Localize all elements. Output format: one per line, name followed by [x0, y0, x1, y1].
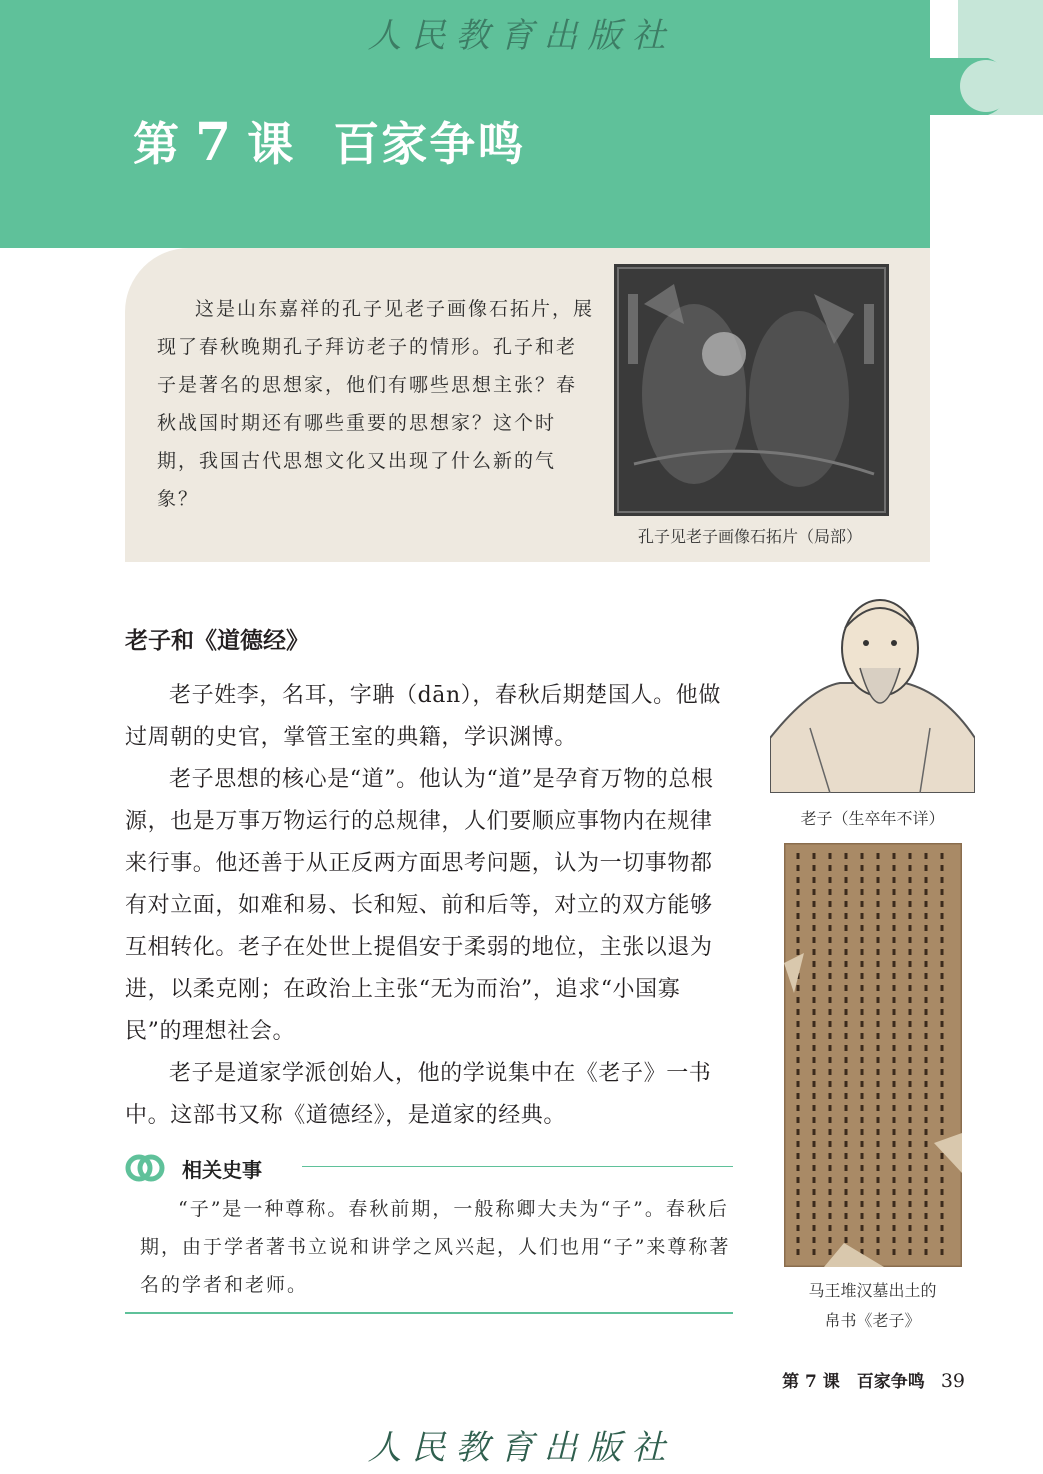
lesson-prefix: 第 — [133, 117, 181, 171]
rubbing-image — [614, 264, 889, 516]
publisher-logo-bottom: 人民教育出版社 — [367, 1428, 676, 1468]
related-history-text: “子”是一种尊称。春秋前期，一般称卿大夫为“子”。春秋后期，由于学者著书立说和讲学之风兴起，人们也用“子”来尊称著名的学者和老师。 — [140, 1198, 731, 1296]
laozi-caption: 老子（生卒年不详） — [800, 809, 945, 828]
lesson-name: 百家争鸣 — [333, 117, 526, 171]
divider — [125, 1312, 733, 1314]
lesson-title — [133, 108, 525, 174]
publisher-logo-top: 人民教育出版社 — [367, 16, 676, 56]
lesson-unit: 课 — [247, 117, 296, 171]
lesson-number: 7 — [195, 112, 234, 173]
intro-text: 这是山东嘉祥的孔子见老子画像石拓片，展现了春秋晚期孔子拜访老子的情形。孔子和老子是著名的思想家，他们有哪些思想主张？春秋战国时期还有哪些重要的思想家？这个时期，我国古代思想文化又出现了什么新的气象？ — [157, 298, 595, 510]
page-number: 39 — [940, 1370, 965, 1392]
divider — [302, 1166, 733, 1167]
section-body — [125, 675, 735, 1137]
intro-box — [125, 248, 930, 562]
laozi-portrait — [770, 588, 975, 793]
silk-manuscript-caption — [770, 1276, 975, 1336]
related-history-title: 相关史事 — [182, 1158, 262, 1182]
page-footer — [760, 1367, 965, 1392]
silk-caption-line: 帛书《老子》 — [824, 1311, 921, 1330]
paragraph: 老子是道家学派创始人，他的学说集中在《老子》一书中。这部书又称《道德经》，是道家的经典。 — [125, 1061, 712, 1128]
footer-lesson-label: 第 7 课 百家争鸣 — [782, 1372, 925, 1392]
rubbing-caption: 孔子见老子画像石拓片（局部） — [637, 527, 862, 546]
paragraph: 老子姓李，名耳，字聃（dān），春秋后期楚国人。他做过周朝的史官，掌管王室的典籍，学识渊博。 — [125, 683, 721, 750]
section-heading: 老子和《道德经》 — [125, 628, 309, 654]
silk-manuscript-image — [784, 843, 962, 1267]
silk-caption-line: 马王堆汉墓出土的 — [808, 1281, 937, 1300]
related-history-header — [125, 1148, 733, 1188]
related-history-icon — [125, 1148, 165, 1188]
paragraph: 老子思想的核心是“道”。他认为“道”是孕育万物的总根源，也是万事万物运行的总规律，人们要顺应事物内在规律来行事。他还善于从正反两方面思考问题，认为一切事物都有对立面，如难和易、长和短、前和后等，对立的双方能够互相转化。老子在处世上提倡安于柔弱的地位，主张以退为进，以柔克刚；在政治上主张“无为而治”，追求“小国寡民”的理想社会。 — [125, 767, 714, 1044]
